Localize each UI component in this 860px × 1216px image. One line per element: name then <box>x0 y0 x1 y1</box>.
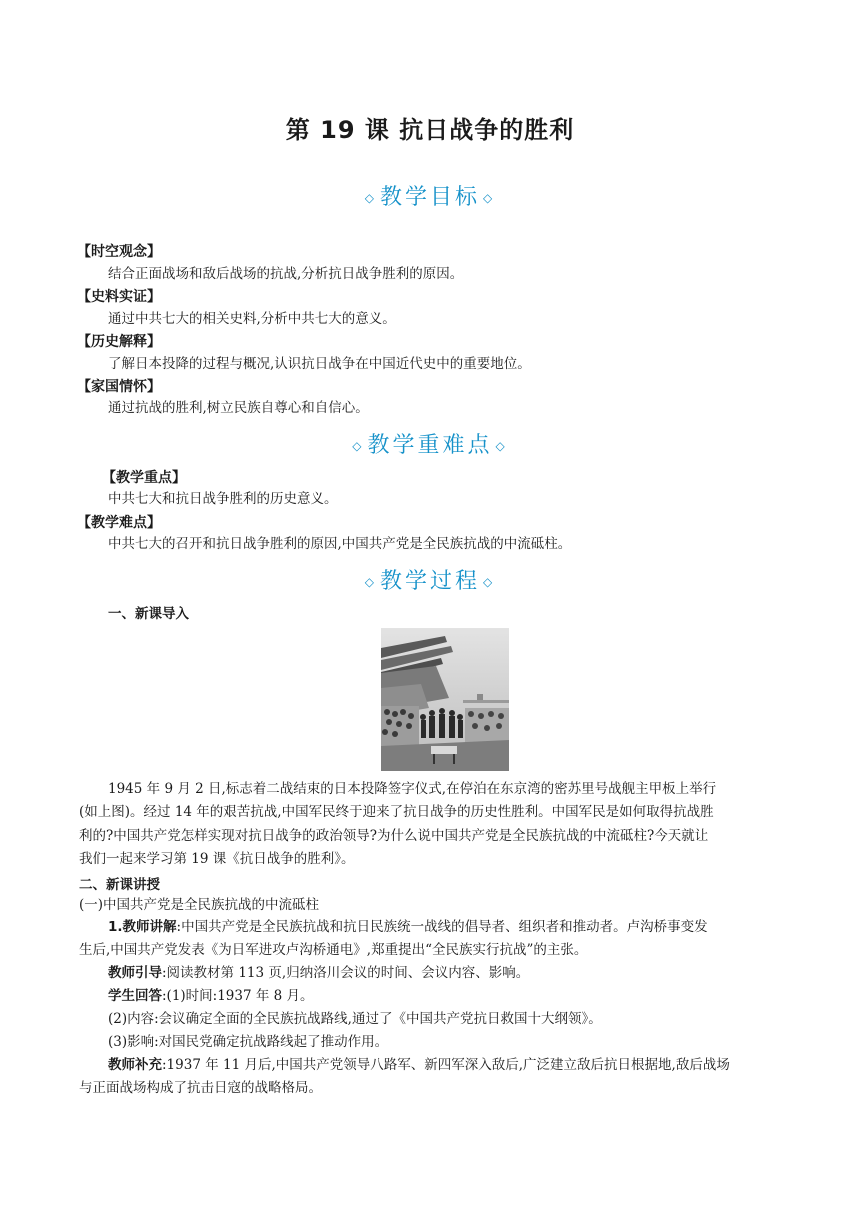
student-answer-line <box>108 986 314 1006</box>
intro-paragraph-line: 我们一起来学习第 19 课《抗日战争的胜利》。 <box>79 851 355 867</box>
teacher-supplement-label: 教师补充 <box>108 1057 162 1073</box>
diamond-icon: ◇ <box>352 439 365 453</box>
section-heading-objectives <box>0 180 860 211</box>
diamond-icon: ◇ <box>483 191 496 205</box>
section-heading-text: 教学过程 <box>379 569 480 594</box>
student-answer-impact: (3)影响:对国民党确定抗战路线起了推动作用。 <box>108 1034 389 1050</box>
diamond-icon: ◇ <box>364 575 377 589</box>
surrender-ceremony-photo <box>381 628 509 771</box>
key-point-tag: 【教学重点】 <box>102 470 186 486</box>
new-lesson-heading: 二、新课讲授 <box>79 877 160 893</box>
diamond-icon: ◇ <box>495 439 508 453</box>
objective-text: 结合正面战场和敌后战场的抗战,分析抗日战争胜利的原因。 <box>108 266 464 282</box>
teacher-guide-label: 教师引导 <box>108 965 162 981</box>
teacher-explain-label: 1.教师讲解 <box>108 919 177 935</box>
section-heading-text: 教学重难点 <box>367 433 493 458</box>
intro-paragraph-line: 利的?中国共产党怎样实现对抗日战争的政治领导?为什么说中国共产党是全民族抗战的中流砥柱?今天就让 <box>79 828 709 844</box>
objective-tag-evidence: 【史料实证】 <box>77 289 161 305</box>
teacher-explain-text: :中国共产党是全民族抗战和抗日民族统一战线的倡导者、组织者和推动者。卢沟桥事变发 <box>176 919 708 935</box>
objective-text: 通过中共七大的相关史料,分析中共七大的意义。 <box>108 311 396 327</box>
intro-heading: 一、新课导入 <box>108 606 189 622</box>
surrender-ceremony-image <box>381 628 509 771</box>
objective-text: 通过抗战的胜利,树立民族自尊心和自信心。 <box>108 400 369 416</box>
teacher-supplement-cont: 与正面战场构成了抗击日寇的战略格局。 <box>79 1080 322 1096</box>
teacher-guide-text: :阅读教材第 113 页,归纳洛川会议的时间、会议内容、影响。 <box>162 965 530 981</box>
lesson-title: 第 19 课 抗日战争的胜利 <box>285 116 575 144</box>
section-heading-process <box>0 564 860 595</box>
sub-heading: (一)中国共产党是全民族抗战的中流砥柱 <box>79 897 320 913</box>
objective-tag-interpretation: 【历史解释】 <box>77 334 161 350</box>
student-answer-label: 学生回答 <box>108 988 162 1004</box>
diamond-icon: ◇ <box>364 191 377 205</box>
teacher-guide-line <box>108 963 529 983</box>
teacher-supplement-line <box>108 1055 730 1075</box>
key-point-text: 中共七大和抗日战争胜利的历史意义。 <box>108 491 338 507</box>
teacher-supplement-text: :1937 年 11 月后,中国共产党领导八路军、新四军深入敌后,广泛建立敌后抗日根据地,敌后战场 <box>162 1057 730 1073</box>
teacher-explain-cont: 生后,中国共产党发表《为日军进攻卢沟桥通电》,郑重提出“全民族实行抗战”的主张。 <box>79 942 588 958</box>
intro-paragraph-line: 1945 年 9 月 2 日,标志着二战结束的日本投降签字仪式,在停泊在东京湾的密苏里号战舰主甲板上举行 <box>108 781 717 797</box>
diamond-icon: ◇ <box>483 575 496 589</box>
section-heading-key-points <box>0 428 860 459</box>
difficulty-tag: 【教学难点】 <box>77 515 161 531</box>
objective-tag-patriotism: 【家国情怀】 <box>77 379 161 395</box>
section-heading-text: 教学目标 <box>379 185 480 210</box>
teacher-explain-line <box>108 917 708 937</box>
difficulty-text: 中共七大的召开和抗日战争胜利的原因,中国共产党是全民族抗战的中流砥柱。 <box>108 536 572 552</box>
student-answer-text: :(1)时间:1937 年 8 月。 <box>162 988 314 1004</box>
objective-tag-space-time: 【时空观念】 <box>77 244 161 260</box>
objective-text: 了解日本投降的过程与概况,认识抗日战争在中国近代史中的重要地位。 <box>108 356 531 372</box>
student-answer-content: (2)内容:会议确定全面的全民族抗战路线,通过了《中国共产党抗日救国十大纲领》。 <box>108 1011 602 1027</box>
intro-paragraph-line: (如上图)。经过 14 年的艰苦抗战,中国军民终于迎来了抗日战争的历史性胜利。中国军民是如何取得抗战胜 <box>79 804 714 820</box>
